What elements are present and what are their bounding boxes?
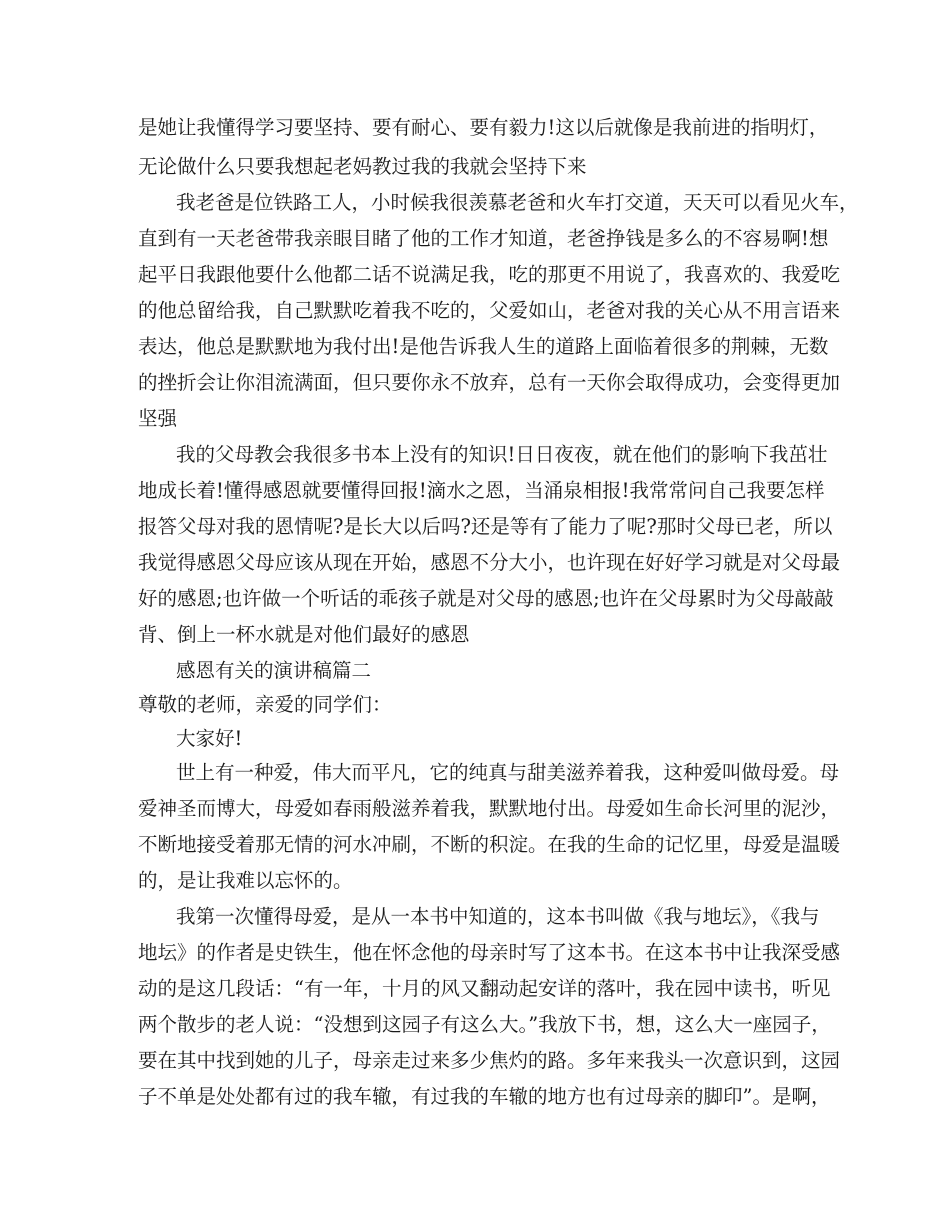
text-line: 坚强 bbox=[138, 407, 178, 430]
text-line: 子不单是处处都有过的我车辙，有过我的车辙的地方也有过母亲的脚印”。是啊， bbox=[138, 1085, 831, 1108]
greeting: 大家好! bbox=[176, 727, 243, 750]
text-line: 爱神圣而博大，母爱如春雨般滋养着我，默默地付出。母爱如生命长河里的泥沙， bbox=[138, 797, 841, 820]
text-line: 不断地接受着那无情的河水冲刷，不断的积淀。在我的生命的记忆里，母爱是温暖 bbox=[138, 833, 841, 856]
text-line: 的他总留给我，自己默默吃着我不吃的，父爱如山，老爸对我的关心从不用言语来 bbox=[138, 299, 841, 322]
text-line: 的挫折会让你泪流满面，但只要你永不放弃，总有一天你会取得成功，会变得更加 bbox=[138, 371, 841, 394]
salutation: 尊敬的老师，亲爱的同学们： bbox=[138, 693, 392, 716]
text-line: 我觉得感恩父母应该从现在开始，感恩不分大小，也许现在好好学习就是对父母最 bbox=[138, 551, 841, 574]
text-line: 无论做什么只要我想起老妈教过我的我就会坚持下来 bbox=[138, 155, 587, 178]
text-line: 地坛》的作者是史铁生，他在怀念他的母亲时写了这本书。在这本书中让我深受感 bbox=[138, 941, 841, 964]
text-line: 两个散步的老人说：“没想到这园子有这么大。”我放下书，想，这么大一座园子， bbox=[138, 1013, 831, 1036]
paragraph-start: 我的父母教会我很多书本上没有的知识!日日夜夜，就在他们的影响下我茁壮 bbox=[176, 443, 828, 466]
paragraph-start: 世上有一种爱，伟大而平凡，它的纯真与甜美滋养着我，这种爱叫做母爱。母 bbox=[176, 761, 840, 784]
text-line: 报答父母对我的恩情呢?是长大以后吗?还是等有了能力了呢?那时父母已老，所以 bbox=[138, 515, 833, 538]
section-heading: 感恩有关的演讲稿篇二 bbox=[176, 659, 372, 682]
text-line: 动的是这几段话：“有一年，十月的风又翻动起安详的落叶，我在园中读书，听见 bbox=[138, 977, 831, 1000]
text-line: 表达，他总是默默地为我付出!是他告诉我人生的道路上面临着很多的荆棘，无数 bbox=[138, 335, 829, 358]
text-line: 直到有一天老爸带我亲眼目睹了他的工作才知道，老爸挣钱是多么的不容易啊!想 bbox=[138, 227, 829, 250]
text-line: 地成长着!懂得感恩就要懂得回报!滴水之恩，当涌泉相报!我常常问自己我要怎样 bbox=[138, 479, 825, 502]
text-line: 是她让我懂得学习要坚持、要有耐心、要有毅力!这以后就像是我前进的指明灯， bbox=[138, 116, 829, 139]
text-line: 起平日我跟他要什么他都二话不说满足我，吃的那更不用说了，我喜欢的、我爱吃 bbox=[138, 263, 841, 286]
text-line: 背、倒上一杯水就是对他们最好的感恩 bbox=[138, 623, 470, 646]
paragraph-start: 我老爸是位铁路工人，小时候我很羡慕老爸和火车打交道，天天可以看见火车， bbox=[176, 191, 859, 214]
text-line: 好的感恩;也许做一个听话的乖孩子就是对父母的感恩;也许在父母累时为父母敲敲 bbox=[138, 587, 834, 610]
paragraph-start: 我第一次懂得母爱，是从一本书中知道的，这本书叫做《我与地坛》，《我与 bbox=[176, 905, 820, 928]
text-line: 要在其中找到她的儿子，母亲走过来多少焦灼的路。多年来我头一次意识到，这园 bbox=[138, 1049, 841, 1072]
text-line: 的，是让我难以忘怀的。 bbox=[138, 869, 353, 892]
